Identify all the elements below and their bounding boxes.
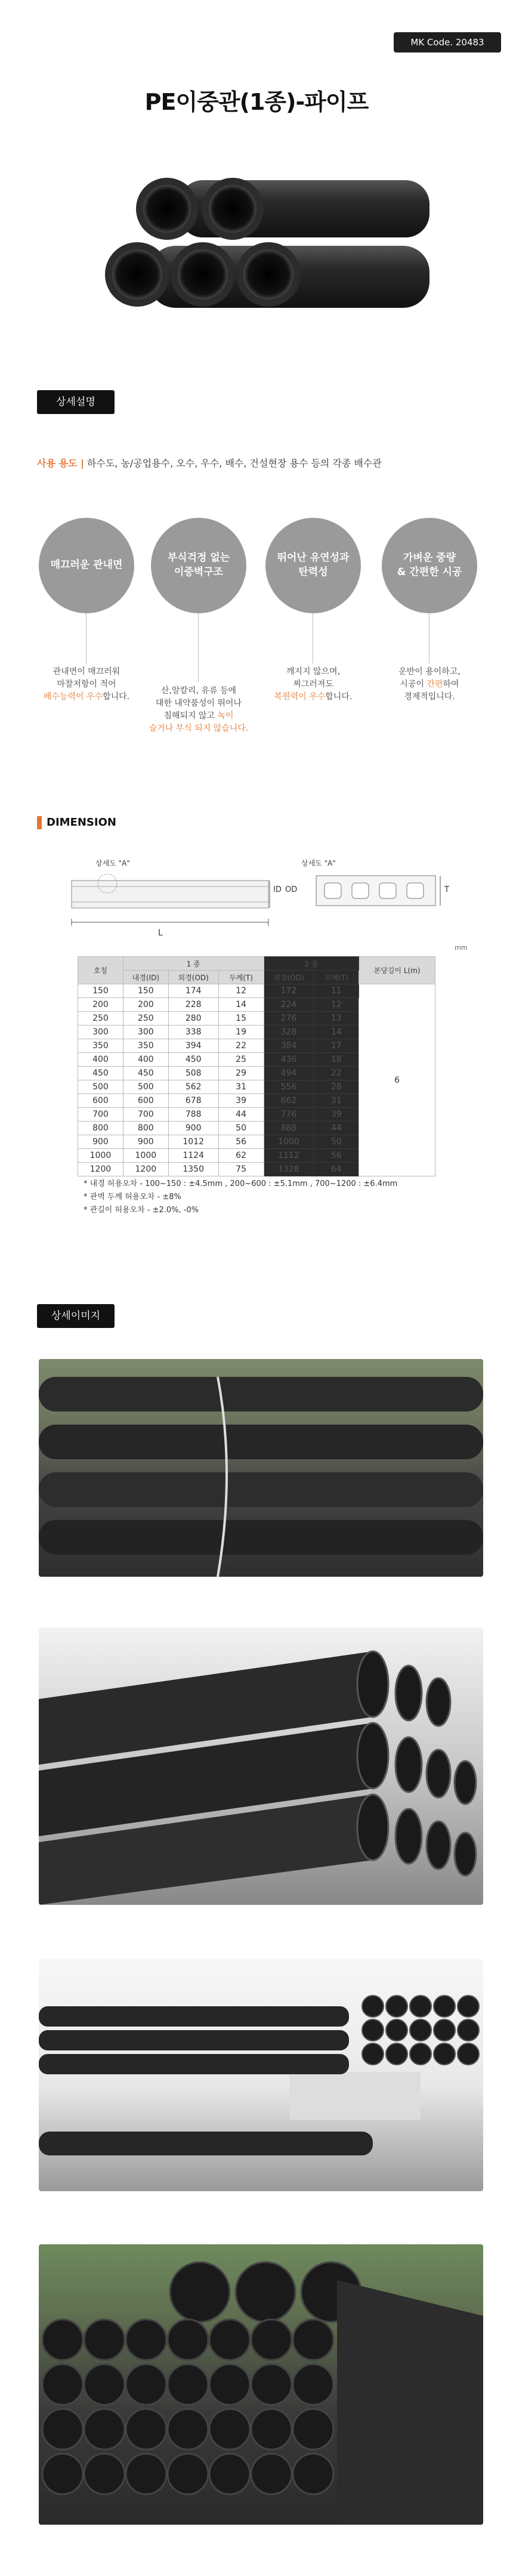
feature-desc-line2: 마찰저항이 적어: [57, 679, 116, 689]
feature-desc-line2: 찌그러져도: [293, 679, 333, 689]
table-cell: 224: [264, 998, 314, 1012]
feature-desc-highlight: 간편: [427, 679, 443, 689]
table-cell: 1200: [78, 1163, 123, 1176]
pipes-graphic: [39, 2244, 483, 2525]
pipes-graphic: [39, 1627, 483, 1905]
detail-photo-2: [39, 1627, 483, 1905]
feature-desc-line3: 합니다.: [103, 692, 130, 702]
table-cell: 12: [218, 984, 264, 998]
table-cell: 900: [78, 1135, 123, 1149]
table-cell: 508: [168, 1067, 218, 1080]
unit-label: mm: [455, 944, 468, 952]
pipe-hole: [112, 249, 162, 299]
table-cell: 29: [218, 1067, 264, 1080]
table-cell: 300: [123, 1026, 168, 1039]
table-cell: 1012: [168, 1135, 218, 1149]
table-cell: 22: [314, 1067, 359, 1080]
table-cell: 400: [123, 1053, 168, 1067]
table-cell: 776: [264, 1108, 314, 1122]
table-cell: 700: [78, 1108, 123, 1122]
table-cell: 200: [123, 998, 168, 1012]
feature-desc-line3: 합니다.: [325, 692, 353, 702]
table-cell: 1350: [168, 1163, 218, 1176]
usage-line: [37, 456, 382, 470]
table-cell: 276: [264, 1012, 314, 1026]
feature-circle-4: [382, 518, 477, 613]
table-cell: 494: [264, 1067, 314, 1080]
detail-photo-1: [39, 1359, 483, 1577]
feature-desc-2: [136, 685, 261, 735]
table-cell: 44: [218, 1108, 264, 1122]
dim-label-id: ID: [273, 885, 282, 894]
feature-desc-line2: 대한 내약품성이 뛰어나: [155, 699, 242, 708]
th-length: 본당길이 L(m): [359, 957, 435, 984]
table-row: [78, 984, 435, 998]
table-cell: 436: [264, 1053, 314, 1067]
feature-title-line1: 부식걱정 없는: [167, 552, 230, 564]
feature-circle-1: [39, 518, 134, 613]
table-cell: 172: [264, 984, 314, 998]
table-cell: 19: [218, 1026, 264, 1039]
hero-pipes-image: [89, 143, 435, 322]
feature-desc-line2: 시공이: [400, 679, 427, 689]
section-label-images: 상세이미지: [37, 1304, 115, 1328]
table-cell: 700: [123, 1108, 168, 1122]
th-type1: 1 종: [123, 957, 264, 971]
table-cell: 788: [168, 1108, 218, 1122]
detail-a-label-left: 상세도 "A": [95, 859, 130, 867]
table-cell: 600: [78, 1094, 123, 1108]
feature-title-line1: 매끄러운 관내면: [50, 559, 123, 572]
table-cell: 56: [314, 1149, 359, 1163]
table-cell: 1000: [264, 1135, 314, 1149]
table-cell: 62: [218, 1149, 264, 1163]
th-id: 내경(ID): [123, 971, 168, 984]
usage-label: 사용 용도 |: [37, 458, 84, 469]
table-cell: 600: [123, 1094, 168, 1108]
table-header-row: [78, 957, 435, 971]
feature-desc-line3: 침해되지 않고: [163, 711, 218, 721]
feature-desc-line3: 하여: [443, 679, 459, 689]
note-wall-tolerance: * 관벽 두께 허용오차 - ±8%: [84, 1193, 181, 1201]
table-cell: 228: [168, 998, 218, 1012]
feature-desc-line1: 관내면이 매끄러워: [52, 667, 120, 677]
feature-circle-2: [151, 518, 246, 613]
table-cell: 15: [218, 1012, 264, 1026]
table-cell: 350: [78, 1039, 123, 1053]
section-label-detail: 상세설명: [37, 390, 115, 414]
usage-text: 하수도, 농/공업용수, 오수, 우수, 배수, 건설현장 용수 등의 각종 배수관: [84, 458, 382, 469]
table-cell: 556: [264, 1080, 314, 1094]
table-cell: 56: [218, 1135, 264, 1149]
note-length-tolerance: * 관길이 허용오차 - ±2.0%, -0%: [84, 1206, 199, 1215]
table-cell: 31: [218, 1080, 264, 1094]
table-cell: 75: [218, 1163, 264, 1176]
note-id-tolerance: * 내경 허용오차 - 100~150 : ±4.5mm , 200~600 : ±5.1mm , 700~1200 : ±6.4mm: [84, 1179, 398, 1188]
feature-desc-line1: 깨지지 않으며,: [286, 667, 341, 677]
feature-title-line2: 이중벽구조: [174, 566, 224, 578]
pipe-hole: [209, 185, 256, 233]
table-cell: 150: [78, 984, 123, 998]
table-cell: 800: [123, 1122, 168, 1135]
th-t-2: 두께(T): [314, 971, 359, 984]
table-cell: 174: [168, 984, 218, 998]
detail-photo-4: [39, 2244, 483, 2525]
feature-desc-highlight: 슬거나 부식 되지 않습니다.: [149, 724, 249, 733]
feature-desc-3: [251, 666, 376, 703]
table-cell: 22: [218, 1039, 264, 1053]
table-cell: 39: [314, 1108, 359, 1122]
dimension-title: DIMENSION: [37, 816, 116, 829]
table-cell: 888: [264, 1122, 314, 1135]
wall-section-diagram: [310, 872, 447, 914]
table-cell: 500: [78, 1080, 123, 1094]
mk-code-badge: MK Code. 20483: [394, 32, 501, 52]
feature-title-line1: 뛰어난 유연성과: [277, 552, 350, 564]
dimension-table: [78, 956, 435, 1176]
table-cell: 1000: [123, 1149, 168, 1163]
table-cell: 250: [123, 1012, 168, 1026]
table-cell: 200: [78, 998, 123, 1012]
feature-desc-1: [24, 666, 149, 703]
table-cell: 280: [168, 1012, 218, 1026]
feature-desc-line4: 경제적입니다.: [404, 692, 455, 702]
pipe-hole: [178, 249, 228, 299]
feature-title-line2: & 간편한 시공: [397, 566, 462, 578]
table-cell: 350: [123, 1039, 168, 1053]
table-cell: 800: [78, 1122, 123, 1135]
table-cell: 13: [314, 1012, 359, 1026]
table-cell: 450: [168, 1053, 218, 1067]
length-cell: 6: [359, 984, 435, 1176]
table-cell: 11: [314, 984, 359, 998]
table-cell: 450: [123, 1067, 168, 1080]
table-cell: 328: [264, 1026, 314, 1039]
th-t: 두께(T): [218, 971, 264, 984]
table-cell: 384: [264, 1039, 314, 1053]
table-cell: 400: [78, 1053, 123, 1067]
table-cell: 394: [168, 1039, 218, 1053]
feature-desc-highlight: 복원력이 우수: [274, 692, 326, 702]
th-nominal: 호칭: [78, 957, 123, 984]
table-cell: 1200: [123, 1163, 168, 1176]
feature-connector: [198, 613, 199, 682]
page-title: PE이중관(1종)-파이프: [144, 89, 369, 115]
table-cell: 18: [314, 1053, 359, 1067]
feature-title-line1: 가벼운 중량: [403, 552, 456, 564]
table-cell: 39: [218, 1094, 264, 1108]
table-cell: 31: [314, 1094, 359, 1108]
pipe-body: [245, 180, 424, 237]
feature-desc-highlight: 배수능력이 우수: [43, 692, 103, 702]
table-cell: 250: [78, 1012, 123, 1026]
feature-circle-3: [265, 518, 361, 613]
pipe-side-diagram: [66, 869, 292, 934]
table-cell: 1328: [264, 1163, 314, 1176]
pipe-hole: [243, 249, 293, 299]
table-cell: 300: [78, 1026, 123, 1039]
table-cell: 50: [218, 1122, 264, 1135]
detail-a-label-right: 상세도 "A": [301, 859, 336, 867]
th-od-2: 외경(OD): [264, 971, 314, 984]
dim-label-od: OD: [285, 885, 298, 894]
table-cell: 44: [314, 1122, 359, 1135]
table-cell: 50: [314, 1135, 359, 1149]
table-cell: 562: [168, 1080, 218, 1094]
table-cell: 1000: [78, 1149, 123, 1163]
table-cell: 25: [218, 1053, 264, 1067]
th-type2: 2 종: [264, 957, 359, 971]
feature-desc-highlight: 녹이: [217, 711, 234, 721]
detail-photo-3: [39, 1959, 483, 2191]
table-cell: 900: [168, 1122, 218, 1135]
table-cell: 450: [78, 1067, 123, 1080]
table-cell: 12: [314, 998, 359, 1012]
dim-label-t: T: [444, 885, 449, 894]
table-cell: 14: [314, 1026, 359, 1039]
table-cell: 1112: [264, 1149, 314, 1163]
table-cell: 662: [264, 1094, 314, 1108]
table-cell: 338: [168, 1026, 218, 1039]
table-cell: 64: [314, 1163, 359, 1176]
feature-title-line2: 탄력성: [298, 566, 328, 578]
table-cell: 678: [168, 1094, 218, 1108]
feature-desc-line1: 운반이 용이하고,: [398, 667, 461, 677]
table-cell: 900: [123, 1135, 168, 1149]
feature-desc-line1: 산,알칼리, 유류 등에: [161, 686, 236, 696]
table-cell: 500: [123, 1080, 168, 1094]
table-cell: 17: [314, 1039, 359, 1053]
table-cell: 28: [314, 1080, 359, 1094]
th-od: 외경(OD): [168, 971, 218, 984]
pipes-graphic: [39, 1959, 483, 2191]
feature-desc-4: [367, 666, 492, 703]
table-cell: 14: [218, 998, 264, 1012]
table-cell: 150: [123, 984, 168, 998]
pipe-hole: [143, 185, 191, 233]
pipes-graphic: [39, 1359, 483, 1577]
dim-label-l: L: [158, 928, 163, 938]
table-cell: 1124: [168, 1149, 218, 1163]
